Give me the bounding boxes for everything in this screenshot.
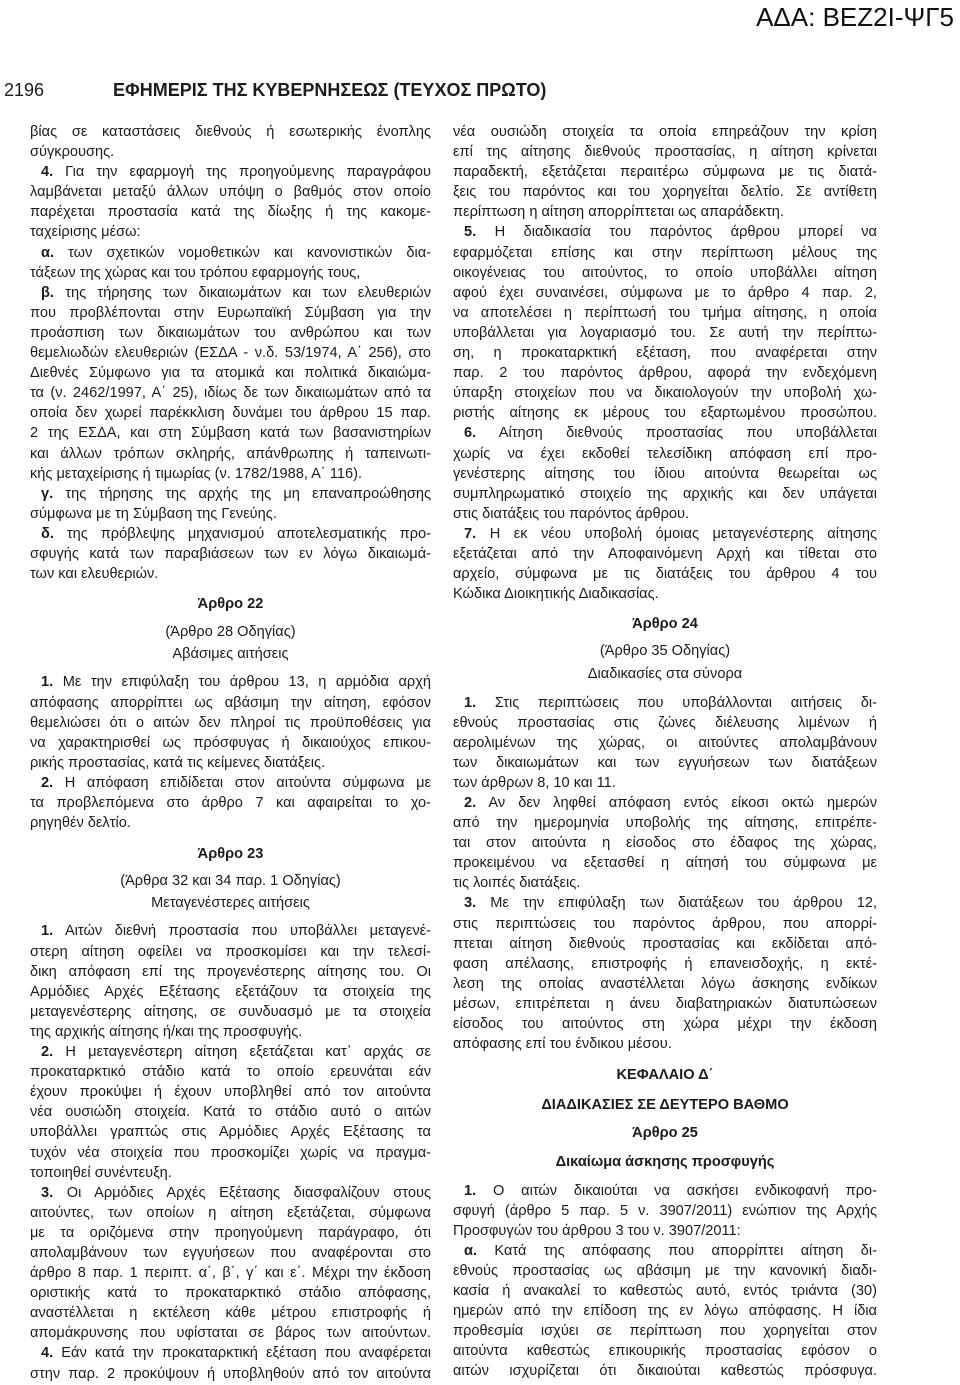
article-source: (Άρθρα 32 και 34 παρ. 1 Οδηγίας)	[120, 873, 341, 890]
paragraph-number: 7.	[464, 525, 477, 542]
text-line: τα προβλεπόμενα στο άρθρο 7 και αφαιρείται το χο-	[30, 795, 431, 811]
text-line: των άρθρων 8, 10 και 11.	[453, 774, 616, 791]
text-line: γενέστερης αίτησης του ίδιου αιτούντα θεωρείται ως	[453, 465, 877, 482]
paragraph-number: 5.	[464, 224, 477, 241]
text-line: με τα οριζόμενα στην προηγούμενη παράγραφο, ότι	[30, 1224, 431, 1241]
text-line: έχουν προκύψει ή έχουν υποβληθεί από τον αιτούντα	[30, 1084, 431, 1101]
line-text: της τήρησης των δικαιωμάτων και των ελευθεριών	[65, 284, 432, 301]
text-line: κής μεταχείρισης ή τιμωρίας (ν. 1782/1988, Α΄ 116).	[30, 465, 363, 482]
line-text: Ο αιτών δικαιούται να ασκήσει ενδικοφανή προ-	[492, 1182, 877, 1199]
text-line: ταχείρισης μέσω:	[30, 224, 141, 241]
text-line: θεμελιώσει ότι ο αιτών δεν πληροί τις προϋποθέσεις για	[30, 714, 431, 731]
text-line: σφυγής κατά των παραβιάσεων των εν λόγω δικαιωμά-	[30, 545, 431, 562]
paragraph-number: α.	[41, 244, 55, 261]
line-text: Η απόφαση επιδίδεται στον αιτούντα σύμφωνα με	[64, 774, 431, 791]
text-line: ρηγηθέν δελτίο.	[30, 815, 131, 832]
line-text: Αίτηση διεθνούς προστασίας που υποβάλλεται	[498, 425, 878, 442]
text-line: να αποτελέσει η περίπτωσή του τμήμα αίτησης, η οποία	[453, 304, 877, 321]
text-line: πτεται αίτηση διεθνούς προστασίας και εκδίδεται από-	[453, 935, 877, 952]
paragraph-start-line	[453, 793, 877, 813]
paragraph-start-line	[453, 222, 877, 242]
text-line: εθνούς προστασίας στις ζώνες διέλευσης λιμένων ή	[453, 714, 877, 731]
text-line: παραδεκτή, εξετάζεται περαιτέρω σύμφωνα με τις διατά-	[453, 164, 877, 181]
line-text: Οι Αρμόδιες Αρχές Εξέτασης διασφαλίζουν στους	[66, 1184, 431, 1201]
paragraph-start-line	[30, 1343, 431, 1363]
gazette-title: ΕΦΗΜΕΡΙΣ ΤΗΣ ΚΥΒΕΡΝΗΣΕΩΣ (ΤΕΥΧΟΣ ΠΡΩΤΟ)	[113, 80, 547, 100]
text-line: εξετάζεται από την Αποφαινόμενη Αρχή και τίθεται στο	[453, 545, 877, 562]
text-line: Προσφυγών του άρθρου 3 του ν. 3907/2011:	[453, 1222, 741, 1239]
paragraph-start-line	[30, 524, 431, 544]
paragraph-start-line	[453, 423, 877, 443]
paragraph-number: 3.	[464, 895, 477, 912]
line-text: Στις περιπτώσεις που υποβάλλονται αιτήσεις δι-	[494, 694, 877, 711]
text-line: είσοδος του αιτούντος στη χώρα μέχρι την έκδοση	[453, 1016, 877, 1033]
text-line: Αρμόδιες Αρχές Εξέτασης εξετάζουν τα στοιχεία της	[30, 983, 431, 1000]
text-line: οικογένειας του αιτούντος, το οποίο υποβάλλει αίτηση	[453, 264, 877, 281]
text-line: λεση της οποίας αναστέλλεται λόγω άσκησης ενδίκων	[453, 975, 877, 992]
text-line: στις διατάξεις του παρόντος άρθρου.	[453, 505, 690, 522]
line-text: των σχετικών νομοθετικών και κανονιστικών δια-	[68, 244, 431, 261]
text-line: απολαμβάνουν των εγγυήσεων που αναφέρονται στο	[30, 1244, 431, 1261]
text-line: ρικής προστασίας, κατά τις κείμενες διατάξεις.	[30, 754, 326, 771]
text-line: εθνούς προστασίας ως αβάσιμη με την κανονική διαδι-	[453, 1262, 877, 1279]
left-column	[30, 122, 431, 1384]
line-text: Η διαδικασία του παρόντος άρθρου μπορεί να	[494, 224, 877, 241]
paragraph-start-line	[453, 1181, 877, 1201]
text-line: περίπτωση η αίτηση απορρίπτεται ως απαράδεκτη.	[453, 204, 784, 221]
text-line: ση, η προκαταρκτική εξέταση, που αναφέρεται στην	[453, 345, 877, 362]
paragraph-start-line	[30, 283, 431, 303]
text-line: σύγκρουσης.	[30, 144, 115, 161]
text-line: ύπαρξη στοιχείων που να δικαιολογούν την υποβολή χω-	[453, 385, 877, 402]
right-column	[453, 122, 877, 1382]
paragraph-number: 3.	[41, 1184, 54, 1201]
article-heading: Άρθρο 22	[197, 596, 264, 613]
text-line: τυχόν νέα στοιχεία που προσκομίζει χωρίς να πραγμα-	[30, 1144, 431, 1161]
paragraph-number: 1.	[464, 1182, 477, 1199]
article-title: Μεταγενέστερες αιτήσεις	[151, 895, 310, 912]
text-line: αναστέλλεται η εκτέλεση κάθε μέτρου επιστροφής ή	[30, 1305, 431, 1322]
text-line: ριστής αίτησης εκ μέρους του εξαρτωμένου προσώπου.	[453, 405, 877, 422]
text-line: άρθρο 8 παρ. 1 περιπτ. α΄, β΄, γ΄ και ε΄. Μέχρι την έκδοση	[30, 1265, 431, 1282]
paragraph-number: 2.	[41, 774, 54, 791]
text-line: τάξεων της χώρας και του τρόπου εφαρμογής τους,	[30, 264, 361, 281]
line-text: Η εκ νέου υποβολή όμοιας μεταγενέστερης αίτησης	[489, 525, 877, 542]
article-title: Διαδικασίες στα σύνορα	[587, 666, 743, 683]
paragraph-number: α.	[464, 1242, 478, 1259]
text-line: ται στον αιτούντα η είσοδος στο έδαφος της χώρας,	[453, 835, 877, 852]
text-line: των δικαιωμάτων και των εγγυήσεων των διατάξεων	[453, 754, 877, 771]
text-line: σύμφωνα με τη Σύμβαση της Γενεύης.	[30, 505, 277, 522]
text-line: υποβάλλει γραπτώς στις Αρμόδιες Αρχές Εξέτασης τα	[30, 1124, 431, 1141]
text-line: συμπληρωματικό στοιχείο της αρχικής και δεν υπάγεται	[453, 485, 877, 502]
page-number: 2196	[4, 80, 45, 100]
paragraph-start-line	[30, 773, 431, 793]
paragraph-number: 1.	[41, 923, 54, 940]
text-line: Διεθνές Σύμφωνο για τα ατομικά και πολιτικά δικαιώμα-	[30, 365, 431, 382]
text-line: αερολιμένων της χώρας, οι αιτούντες απολαμβάνουν	[453, 734, 877, 751]
paragraph-number: 4.	[41, 1345, 54, 1362]
text-line: απόφασης επί του ένδικου μέσου.	[453, 1036, 672, 1053]
paragraph-start-line	[453, 524, 877, 544]
text-line: ξεις του παρόντος και του χορηγείται δελτίο. Σε αντίθετη	[453, 184, 877, 201]
text-line: αιτούντα καθεστώς επικουρικής προστασίας εφόσον ο	[453, 1343, 877, 1360]
paragraph-start-line	[30, 1183, 431, 1203]
text-line: φαση απέλασης, επιστροφής ή επανεισδοχής, η εκτέ-	[453, 955, 877, 972]
text-line: βίας σε καταστάσεις διεθνούς ή εσωτερικής ένοπλης	[30, 124, 431, 140]
text-line: υποβάλλεται για λογαριασμό του. Σε αυτή την περίπτω-	[453, 324, 877, 341]
text-line: και άλλων τρόπων σκληρής, απάνθρωπης ή ταπεινωτι-	[30, 445, 431, 462]
line-text: Με την επιφύλαξη του άρθρου 13, η αρμόδια αρχή	[62, 674, 431, 691]
line-text: Κατά της απόφασης που απορρίπτει αίτηση δι-	[494, 1242, 877, 1259]
line-text: Αιτών διεθνή προστασία που υποβάλλει μεταγενέ-	[64, 923, 432, 940]
paragraph-number: δ.	[41, 525, 54, 542]
text-line: οποία δεν χωρεί παρέκκλιση δυνάμει του άρθρου 15 παρ.	[30, 405, 431, 422]
ada-code: ΑΔΑ: ΒΕΖ2Ι-ΨΓ5	[756, 2, 954, 32]
text-line: προκειμένου να εξετασθεί η αίτησή του σύμφωνα με	[453, 855, 877, 872]
text-line: αρχείο, σύμφωνα με τις διατάξεις του άρθρου 4 του	[453, 566, 877, 583]
text-line: δικη απόφαση επί της προγενέστερης αίτησης του. Οι	[30, 963, 431, 980]
chapter-title: ΔΙΑΔΙΚΑΣΙΕΣ ΣΕ ΔΕΥΤΕΡΟ ΒΑΘΜΟ	[541, 1097, 789, 1114]
paragraph-start-line	[30, 484, 431, 504]
paragraph-number: β.	[41, 284, 54, 301]
text-line: επί της αίτησης διεθνούς προστασίας, η αίτηση κρίνεται	[453, 144, 877, 161]
text-line: παρ. 2 του παρόντος άρθρου, αφορά την ενδεχόμενη	[453, 365, 877, 382]
text-line: στερη αίτηση οφείλει να προσκομίσει και την τελεσί-	[30, 943, 431, 960]
text-line: στην παρ. 2 προκύψουν ή υποβληθούν από τον αιτούντα	[30, 1365, 431, 1382]
text-line: 2 της ΕΣΔΑ, και στη Σύμβαση κατά των βασανιστηρίων	[30, 425, 431, 442]
paragraph-start-line	[453, 893, 877, 913]
article-title: Αβάσιμες αιτήσεις	[172, 646, 289, 663]
text-line: οριστικής κατά το προκαταρκτικό στάδιο απόφασης,	[30, 1285, 431, 1302]
paragraph-number: 2.	[464, 795, 477, 811]
text-line: Κώδικα Διοικητικής Διαδικασίας.	[453, 586, 659, 603]
paragraph-start-line	[30, 672, 431, 692]
text-line: χωρίς να έχει εκδοθεί τελεσίδικη απόφαση επί προ-	[453, 445, 877, 462]
text-line: εφαρμόζεται επίσης και στην περίπτωση μέλους της	[453, 244, 877, 261]
text-line: αιτούντες, των οποίων η αίτηση εξετάζεται, σύμφωνα	[30, 1204, 431, 1221]
line-text: Η μεταγενέστερη αίτηση εξετάζεται κατ᾽ αρχάς σε	[65, 1044, 431, 1061]
text-line: τοποιηθεί συνέντευξη.	[30, 1164, 172, 1181]
paragraph-number: 6.	[464, 425, 477, 442]
text-line: αφού έχει συναινέσει, σύμφωνα με το άρθρο 4 παρ. 2,	[453, 284, 877, 301]
line-text: της τήρησης της αρχής της μη επαναπροώθησης	[65, 485, 431, 502]
article-source: (Άρθρο 28 Οδηγίας)	[165, 624, 296, 641]
paragraph-start-line	[453, 693, 877, 713]
text-line: κασία ή ανακαλεί το καθεστώς αυτό, εντός τριάντα (30)	[453, 1283, 877, 1300]
text-line: προάσπιση των δικαιωμάτων του ανθρώπου και των	[30, 324, 431, 341]
paragraph-number: γ.	[41, 485, 54, 502]
article-source: (Άρθρο 35 Οδηγίας)	[599, 643, 731, 660]
article-title: Δικαίωμα άσκησης προσφυγής	[555, 1153, 775, 1170]
text-line: από την ημερομηνία υποβολής της αίτησης, επιτρέπε-	[453, 815, 877, 832]
paragraph-start-line	[453, 1241, 877, 1261]
paragraph-number: 4.	[41, 164, 54, 181]
paragraph-start-line	[30, 1042, 431, 1062]
text-line: νέα ουσιώδη στοιχεία τα οποία επηρεάζουν την κρίση	[453, 124, 877, 140]
text-line: θεμελιωδών ελευθεριών (ΕΣΔΑ - ν.δ. 53/1974, Α΄ 256), στο	[30, 345, 431, 362]
text-line: αιτών ισχυρίζεται ότι δικαιούται καθεστώς πρόσφυγα.	[453, 1363, 877, 1380]
text-line: λαμβάνεται μεταξύ άλλων υπόψη ο βαθμός στον οποίο	[30, 184, 431, 201]
text-line: μέσων, επιτρέπεται η άνευ διαβατηριακών διατυπώσεων	[453, 995, 877, 1012]
paragraph-number: 1.	[41, 674, 54, 691]
text-line: να χαρακτηρισθεί ως πρόσφυγας ή δικαιούχος επικου-	[30, 734, 431, 751]
line-text: Αν δεν ληφθεί απόφαση εντός είκοσι οκτώ ημερών	[488, 795, 878, 811]
line-text: Εάν κατά την προκαταρκτική εξέταση που αναφέρεται	[61, 1345, 431, 1362]
text-line: των και ελευθεριών.	[30, 566, 159, 583]
text-line: που προβλέπονται στην Ευρωπαϊκή Σύμβαση για την	[30, 304, 431, 321]
paragraph-start-line	[30, 243, 431, 263]
text-line: τα (ν. 2462/1997, Α΄ 25), ιδίως δε των δικαιωμάτων από τα	[30, 385, 431, 402]
text-line: ημερών από την επίδοση της εν λόγω απόφασης. Η ίδια	[453, 1303, 877, 1320]
text-line: παρέχεται προστασία κατά της δίωξης ή της κακομε-	[30, 204, 431, 221]
text-line: σφυγή (άρθρο 5 παρ. 5 ν. 3907/2011) ενώπιον της Αρχής	[453, 1202, 877, 1219]
text-line: της αρχικής αίτησης ή/και της προσφυγής.	[30, 1023, 303, 1040]
paragraph-start-line	[30, 162, 431, 182]
text-line: μεταγενέστερης αίτησης, σε συνδυασμό με τα στοιχεία	[30, 1003, 431, 1020]
article-heading: Άρθρο 25	[632, 1125, 698, 1142]
line-text: Με την επιφύλαξη των διατάξεων του άρθρου 12,	[490, 895, 877, 912]
chapter-heading: ΚΕΦΑΛΑΙΟ Δ΄	[616, 1067, 714, 1084]
paragraph-number: 1.	[464, 694, 477, 711]
article-heading: Άρθρο 23	[197, 846, 264, 863]
text-line: προθεσμία ισχύει σε περίπτωση που χορηγείται στον	[453, 1323, 877, 1340]
text-line: στις περιπτώσεις του παρόντος άρθρου, που απορρί-	[453, 915, 877, 932]
article-heading: Άρθρο 24	[632, 616, 698, 633]
line-text: Για την εφαρμογή της προηγούμενης παραγράφου	[65, 164, 431, 181]
text-line: τις λοιπές διατάξεις.	[453, 875, 581, 892]
paragraph-number: 2.	[41, 1044, 54, 1061]
paragraph-start-line	[30, 921, 431, 941]
text-line: προκαταρκτικό στάδιο κατά το οποίο ερευνάται εάν	[30, 1064, 431, 1081]
text-line: απομάκρυνσης που υφίσταται σε βάρος των αιτούντων.	[30, 1325, 431, 1342]
line-text: της πρόβλεψης μηχανισμού αποτελεσματικής προ-	[66, 525, 431, 542]
text-line: απόφασης απορρίπτει ως αβάσιμη την αίτηση, εφόσον	[30, 694, 431, 711]
text-line: νέα ουσιώδη στοιχεία. Κατά το στάδιο αυτό ο αιτών	[30, 1104, 431, 1121]
